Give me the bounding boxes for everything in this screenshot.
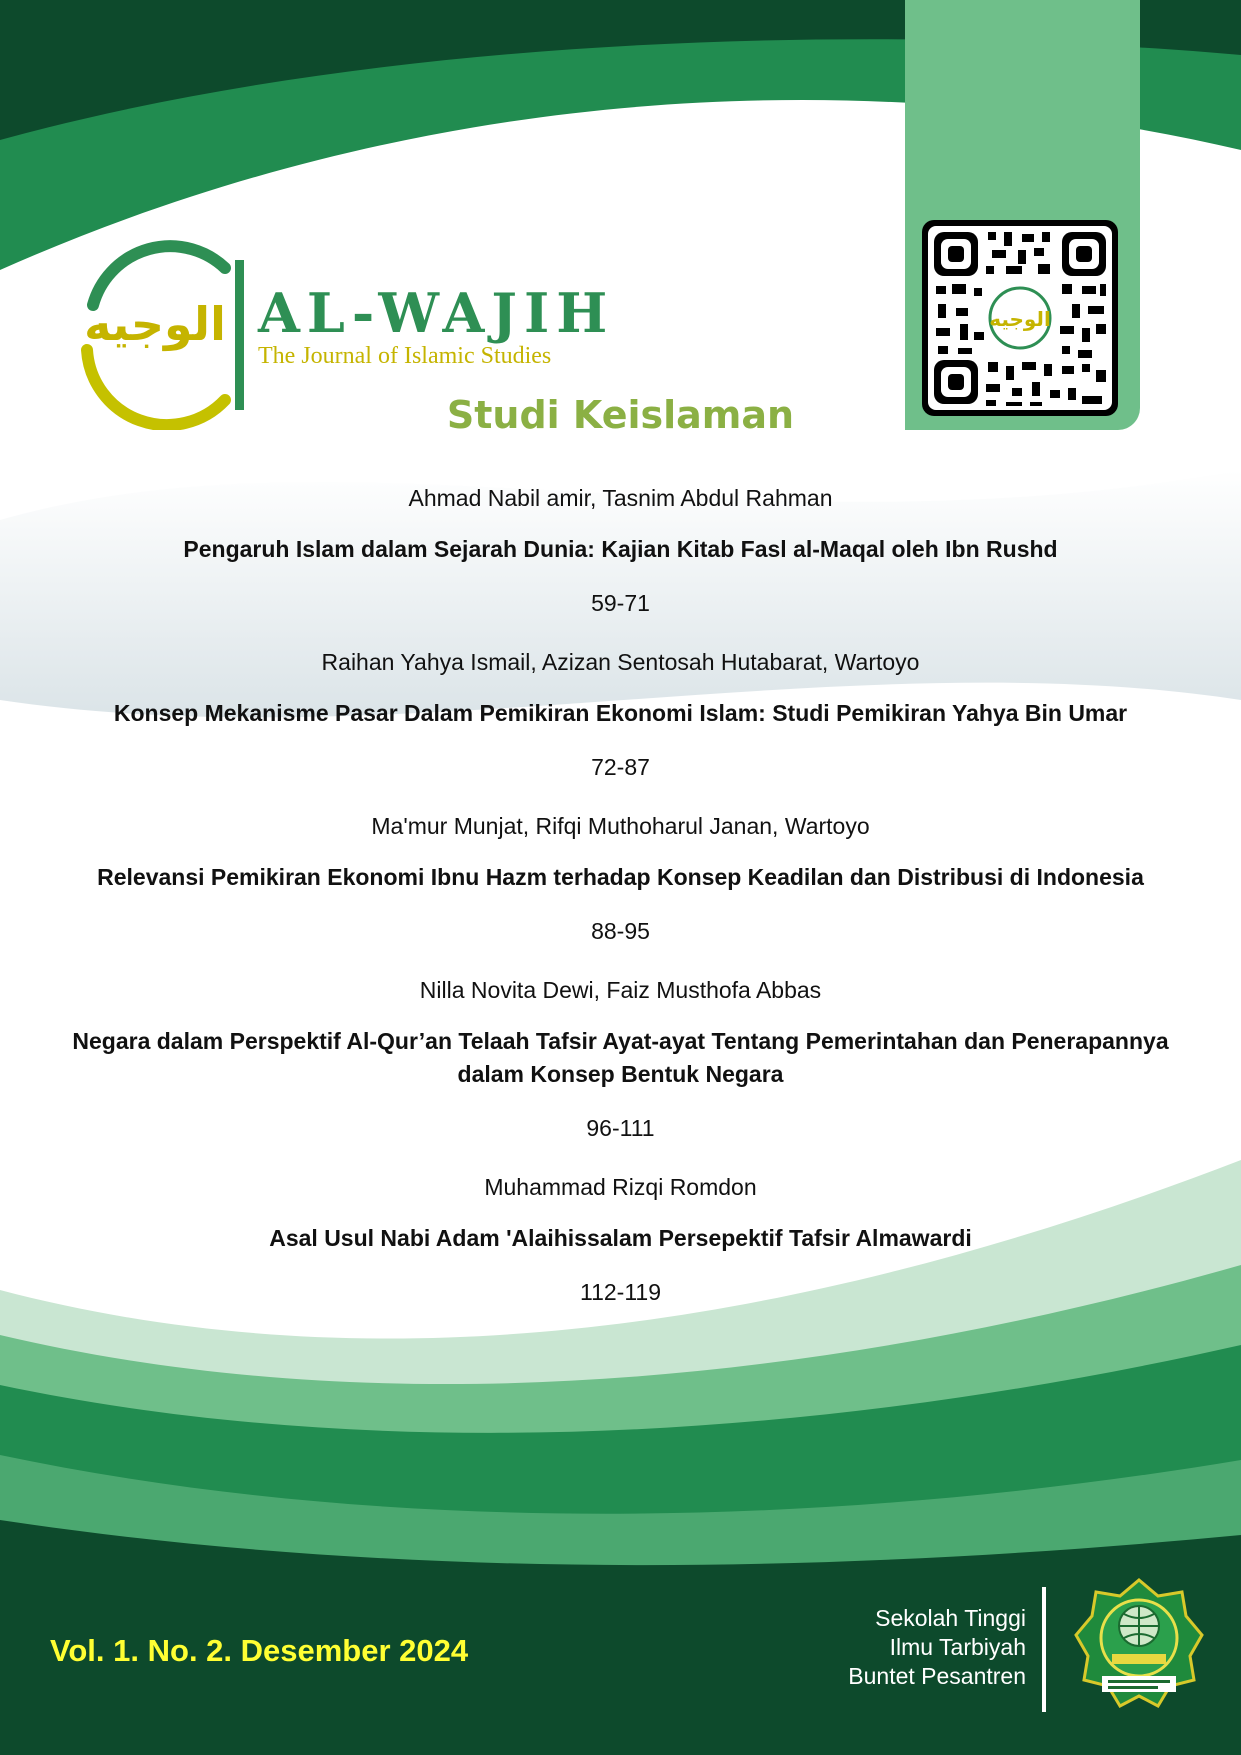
article-title[interactable]: Asal Usul Nabi Adam 'Alaihissalam Persepektif Tafsir Almawardi xyxy=(269,1225,972,1251)
article-entry[interactable] xyxy=(0,975,1241,1143)
article-pages: 112-119 xyxy=(580,1279,661,1305)
article-title[interactable]: Relevansi Pemikiran Ekonomi Ibnu Hazm terhadap Konsep Keadilan dan Distribusi di Indonesia xyxy=(97,864,1144,890)
qr-code[interactable] xyxy=(922,220,1118,416)
journal-arabic-name: الوجيه xyxy=(84,297,226,351)
institution-line: Buntet Pesantren xyxy=(848,1663,1026,1689)
article-title[interactable]: Pengaruh Islam dalam Sejarah Dunia: Kajian Kitab Fasl al-Maqal oleh Ibn Rushd xyxy=(183,536,1058,562)
subject-heading: Studi Keislaman xyxy=(446,393,795,437)
issue-info: Vol. 1. No. 2. Desember 2024 xyxy=(50,1633,469,1668)
qr-center-logo: الوجيه xyxy=(989,307,1051,331)
article-authors: Muhammad Rizqi Romdon xyxy=(484,1174,757,1200)
institution-line: Ilmu Tarbiyah xyxy=(889,1634,1026,1660)
article-authors: Ahmad Nabil amir, Tasnim Abdul Rahman xyxy=(408,485,833,511)
article-entry[interactable] xyxy=(0,647,1241,782)
article-pages: 96-111 xyxy=(586,1115,655,1141)
institution-seal-icon xyxy=(1072,1576,1206,1710)
table-of-contents xyxy=(0,483,1241,1307)
article-title[interactable]: Konsep Mekanisme Pasar Dalam Pemikiran Ekonomi Islam: Studi Pemikiran Yahya Bin Umar xyxy=(113,700,1128,726)
article-pages: 88-95 xyxy=(591,918,650,944)
footer-divider xyxy=(1042,1587,1046,1712)
article-entry[interactable] xyxy=(0,811,1241,946)
journal-subtitle: The Journal of Islamic Studies xyxy=(258,343,552,369)
article-pages: 72-87 xyxy=(591,754,650,780)
article-authors: Nilla Novita Dewi, Faiz Musthofa Abbas xyxy=(419,977,822,1003)
institution-name xyxy=(820,1604,1026,1691)
journal-logo-text xyxy=(258,281,615,369)
article-authors: Raihan Yahya Ismail, Azizan Sentosah Hutabarat, Wartoyo xyxy=(321,649,920,675)
article-entry[interactable] xyxy=(0,483,1241,618)
article-pages: 59-71 xyxy=(591,590,650,616)
article-authors: Ma'mur Munjat, Rifqi Muthoharul Janan, Wartoyo xyxy=(371,813,870,839)
journal-name: AL-WAJIH xyxy=(258,281,615,345)
institution-line: Sekolah Tinggi xyxy=(875,1605,1026,1631)
article-entry[interactable] xyxy=(0,1172,1241,1307)
article-title[interactable]: Negara dalam Perspektif Al-Qur’an Telaah Tafsir Ayat-ayat Tentang Pemerintahan dan Penerapannya dalam Konsep Bentuk Negara xyxy=(72,1028,1169,1087)
